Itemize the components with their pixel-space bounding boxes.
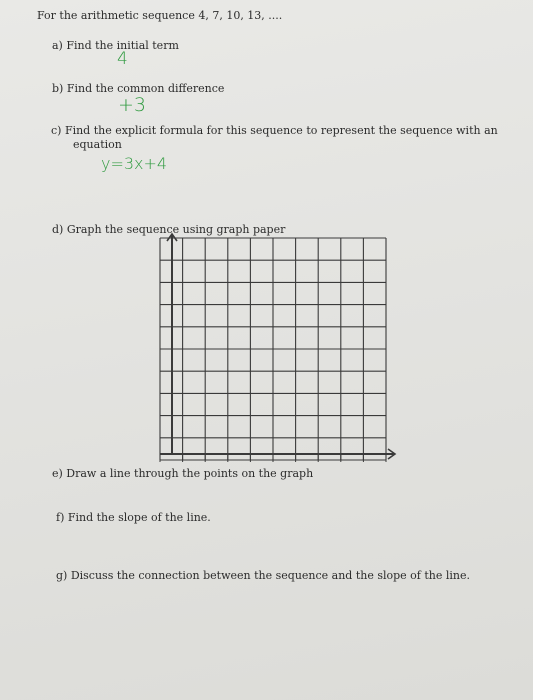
part-c-question-line1: c) Find the explicit formula for this sequence to represent the sequence with an bbox=[51, 124, 498, 137]
part-d-question: d) Graph the sequence using graph paper bbox=[52, 223, 286, 236]
part-c-answer: y=3x+4 bbox=[101, 154, 168, 173]
worksheet-title: For the arithmetic sequence 4, 7, 10, 13, .... bbox=[37, 9, 283, 22]
part-f-question: f) Find the slope of the line. bbox=[56, 511, 211, 524]
part-e-question: e) Draw a line through the points on the graph bbox=[52, 467, 314, 480]
part-c-question-line2: equation bbox=[73, 138, 122, 151]
part-a-answer: 4 bbox=[117, 49, 128, 69]
graph-grid bbox=[152, 232, 402, 472]
part-b-question: b) Find the common difference bbox=[52, 82, 225, 95]
part-b-answer: +3 bbox=[118, 94, 147, 116]
part-g-question: g) Discuss the connection between the sequence and the slope of the line. bbox=[56, 569, 471, 582]
part-a-question: a) Find the initial term bbox=[52, 39, 179, 52]
graph-paper bbox=[152, 232, 402, 472]
